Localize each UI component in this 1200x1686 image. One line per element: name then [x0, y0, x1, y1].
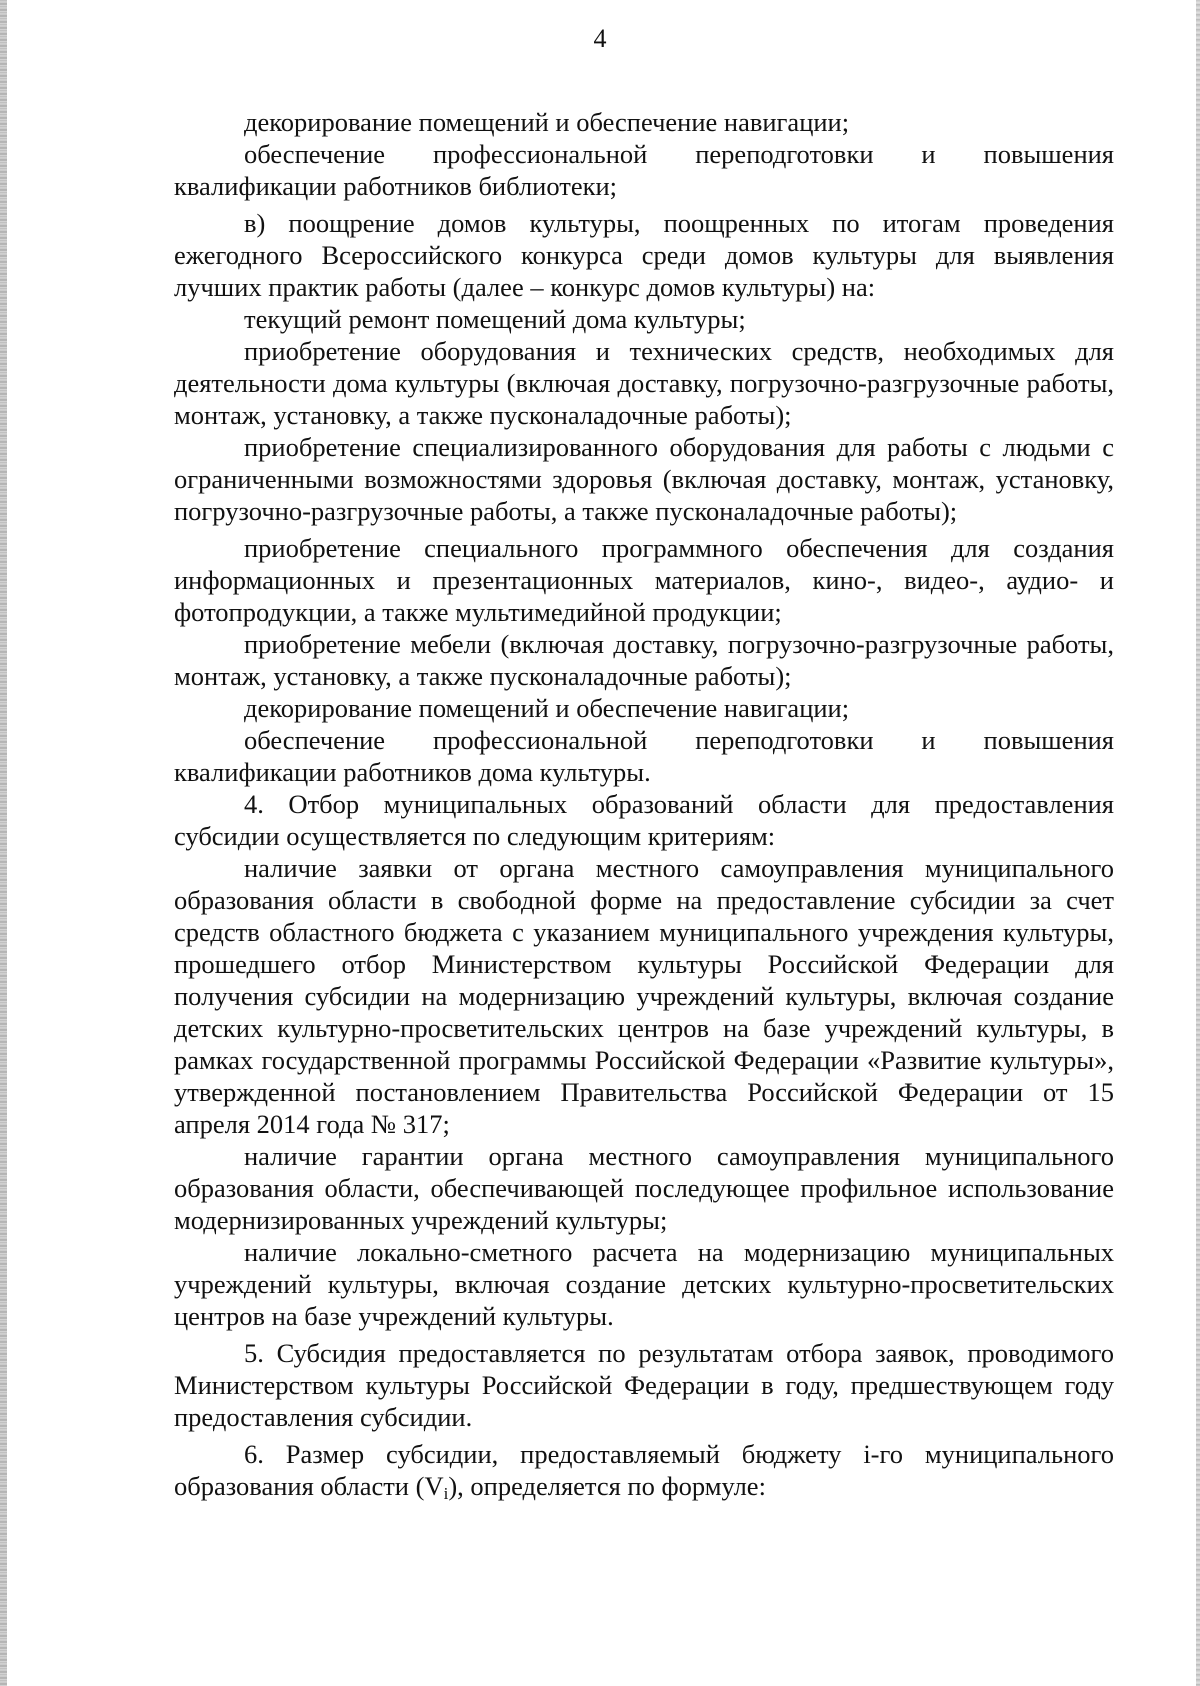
page-number: 4: [593, 24, 607, 53]
paragraph: наличие гарантии органа местного самоуправления муниципального образования области, обеспечивающей последующее профильное использование модернизированных учреждений культуры;: [174, 1141, 1114, 1235]
paragraph: декорирование помещений и обеспечение навигации;: [244, 693, 850, 723]
paragraph: 4. Отбор муниципальных образований области для предоставления субсидии осуществляется по следующим критериям:: [174, 789, 1114, 851]
paragraph: обеспечение профессиональной переподготовки и повышения квалификации работников библиотеки;: [174, 139, 1114, 201]
paragraph: приобретение мебели (включая доставку, погрузочно-разгрузочные работы, монтаж, установку, а также пусконаладочные работы);: [174, 629, 1114, 691]
formula-intro-paragraph: [174, 1438, 1114, 1510]
paragraph: приобретение оборудования и технических средств, необходимых для деятельности дома культуры (включая доставку, погрузочно-разгрузочные работы, монтаж, установку, а также пусконаладочные работы);: [174, 336, 1114, 430]
scan-edge-left: [0, 0, 7, 1686]
document-body: [174, 106, 1114, 1510]
paragraph: 5. Субсидия предоставляется по результатам отбора заявок, проводимого Министерством культуры Российской Федерации в году, предшествующем году предоставления субсидии.: [174, 1338, 1114, 1432]
paragraph: приобретение специального программного обеспечения для создания информационных и презентационных материалов, кино-, видео-, аудио- и фотопродукции, а также мультимедийной продукции;: [174, 533, 1114, 627]
paragraph: текущий ремонт помещений дома культуры;: [244, 304, 746, 334]
paragraph: в) поощрение домов культуры, поощренных по итогам проведения ежегодного Всероссийского конкурса среди домов культуры для выявления лучших практик работы (далее – конкурс домов культуры) на:: [174, 208, 1114, 302]
formula-intro-text: 6. Размер субсидии, предоставляемый бюджету i-го муниципального образования области (V: [174, 1439, 1114, 1501]
paragraph: приобретение специализированного оборудования для работы с людьми с ограниченными возможностями здоровья (включая доставку, монтаж, установку, погрузочно-разгрузочные работы, а также пусконаладочные работы);: [174, 432, 1114, 526]
paragraph: наличие заявки от органа местного самоуправления муниципального образования области в свободной форме на предоставление субсидии за счет средств областного бюджета с указанием муниципального учреждения культуры, прошедшего отбор Министерством культуры Российской Федерации для получения субсидии на модернизацию учреждений культуры, включая создание детских культурно-просветительских центров на базе учреждений культуры, в рамках государственной программы Российской Федерации «Развитие культуры», утвержденной постановлением Правительства Российской Федерации от 15 апреля 2014 года № 317;: [174, 853, 1114, 1139]
paragraph: декорирование помещений и обеспечение навигации;: [244, 107, 850, 137]
formula-intro-text-end: ), определяется по формуле:: [448, 1471, 766, 1501]
subscript-i: i: [443, 1484, 449, 1503]
paragraph: наличие локально-сметного расчета на модернизацию муниципальных учреждений культуры, включая создание детских культурно-просветительских центров на базе учреждений культуры.: [174, 1237, 1114, 1331]
scan-edge-right: [1196, 0, 1200, 1686]
paragraph: обеспечение профессиональной переподготовки и повышения квалификации работников дома культуры.: [174, 725, 1114, 787]
